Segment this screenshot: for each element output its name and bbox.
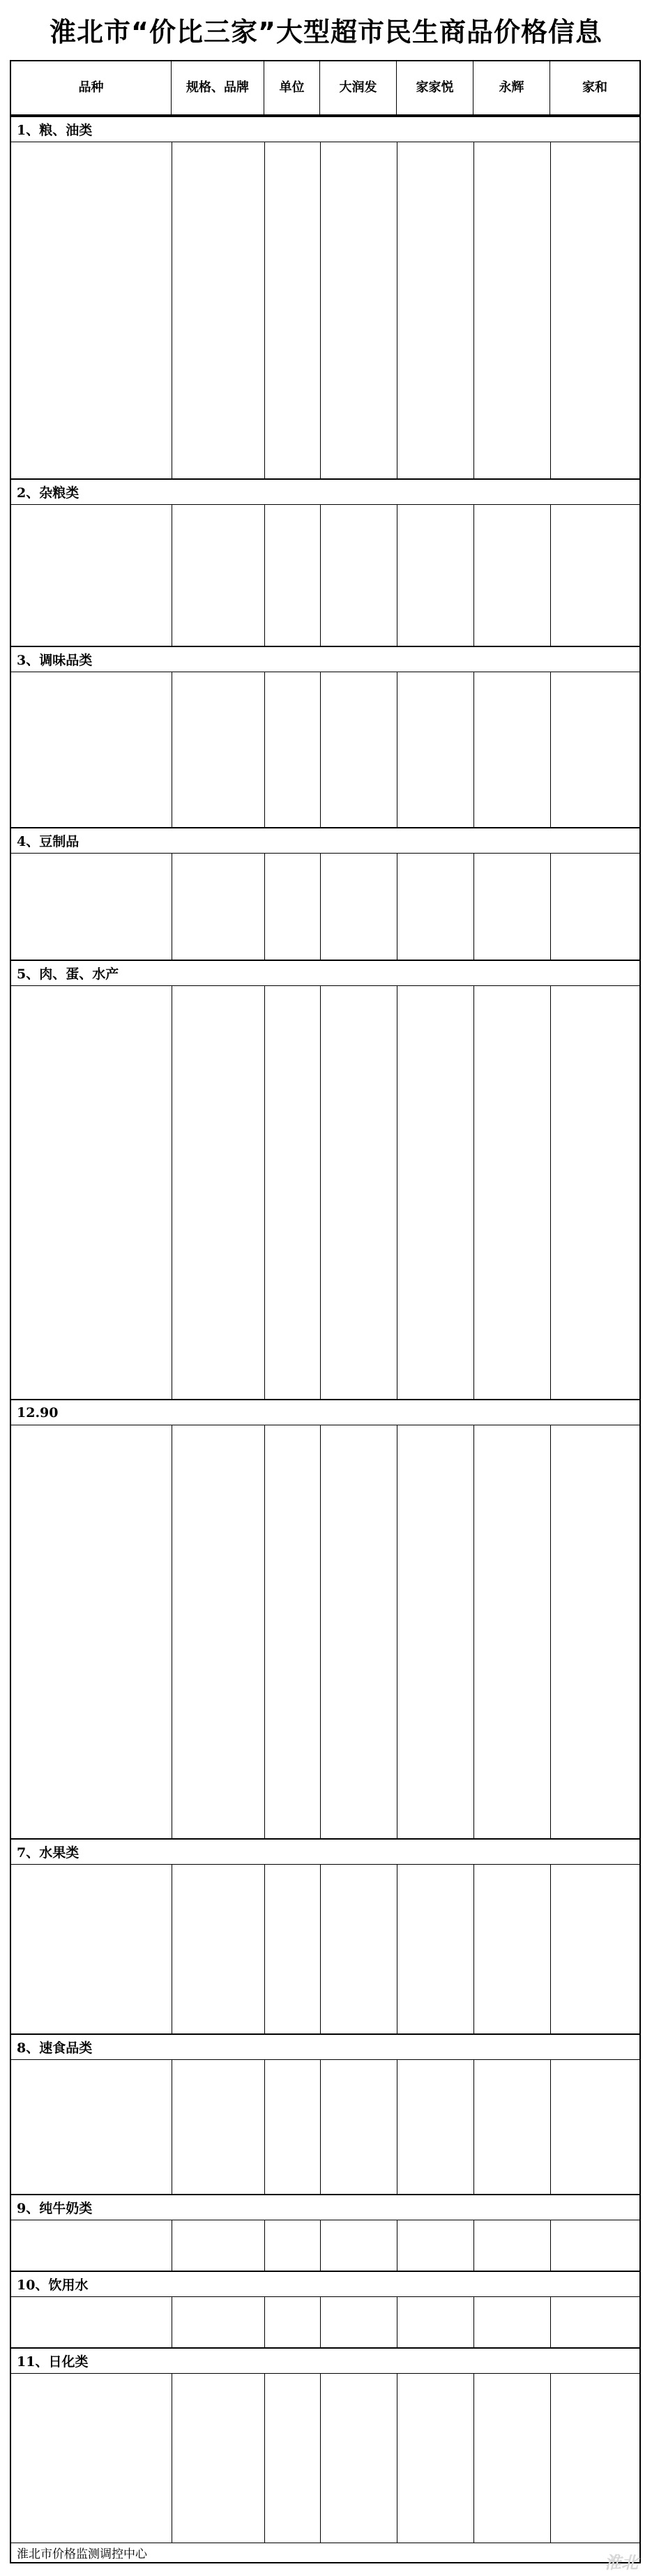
section-header: 11、日化类 (11, 2347, 639, 2374)
table-header (11, 61, 639, 116)
table-body (11, 116, 639, 2543)
section-header: 7、水果类 (11, 1838, 639, 1865)
section-header: 8、速食品类 (11, 2033, 639, 2060)
column-header: 家和 (582, 79, 607, 95)
section-header: 3、调味品类 (11, 646, 639, 672)
footer-source: 淮北市价格监测调控中心 (11, 2543, 639, 2562)
section-header: 5、肉、蛋、水产 (11, 960, 639, 986)
section-header: 1、粮、油类 (11, 116, 639, 142)
section-header: 4、豆制品 (11, 827, 639, 854)
column-header: 大润发 (320, 61, 397, 114)
section-header: 12.90 (11, 1399, 639, 1425)
price-table (10, 60, 641, 2563)
column-header: 永辉 (473, 61, 550, 114)
section-header: 10、饮用水 (11, 2271, 639, 2297)
watermark-logo: 淮北 (605, 2553, 638, 2573)
column-header: 家家悦 (397, 61, 473, 114)
page-title: 淮北市“价比三家”大型超市民生商品价格信息 (50, 16, 602, 47)
column-header: 品种 (11, 61, 172, 114)
section-header: 2、杂粮类 (11, 478, 639, 505)
section-header: 9、纯牛奶类 (11, 2194, 639, 2220)
column-header: 单位 (264, 61, 320, 114)
column-header: 规格、品牌 (172, 61, 264, 114)
